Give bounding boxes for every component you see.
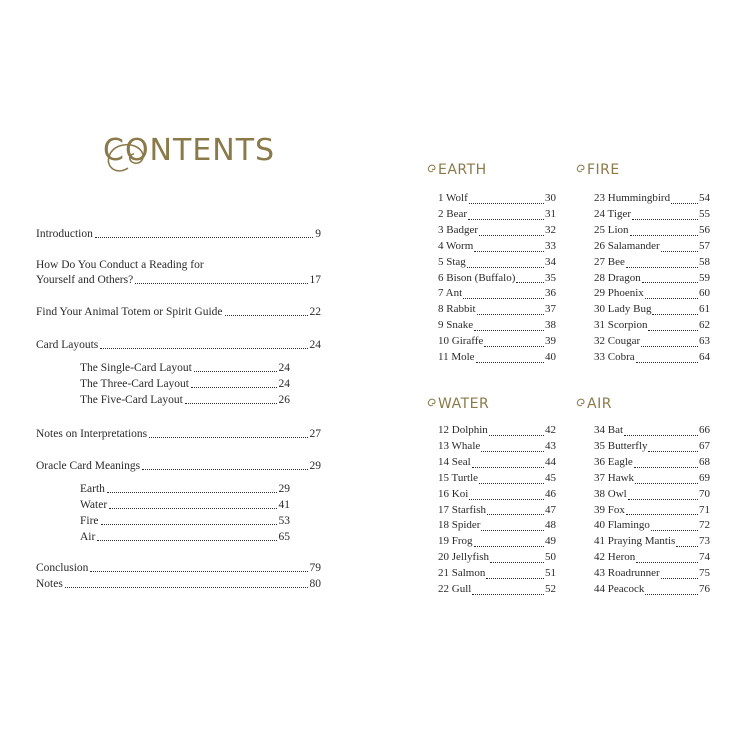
swirl-ornament-icon — [427, 163, 437, 175]
list-item[interactable]: 25 Lion 56 — [594, 223, 710, 236]
fire-list — [594, 191, 710, 366]
list-item[interactable]: 17 Starfish 47 — [438, 503, 556, 516]
toc-entry-oracle-meanings[interactable]: Oracle Card Meanings 29 — [36, 460, 321, 472]
list-item[interactable]: 2 Bear 31 — [438, 207, 556, 220]
list-item[interactable]: 37 Hawk 69 — [594, 471, 710, 484]
list-item[interactable]: 7 Ant 36 — [438, 287, 556, 300]
toc-entry-notes-interpretations[interactable]: Notes on Interpretations 27 — [36, 428, 321, 440]
toc-entry-single-card[interactable]: The Single-Card Layout 24 — [80, 362, 290, 374]
leader-dots — [149, 437, 307, 438]
list-item[interactable]: 22 Gull 52 — [438, 583, 556, 596]
toc-entry-conclusion[interactable]: Conclusion 79 — [36, 562, 321, 574]
leader-dots — [135, 283, 307, 284]
list-item[interactable]: 11 Mole 40 — [438, 351, 556, 364]
air-list — [594, 423, 710, 598]
toc-entry-earth[interactable]: Earth 29 — [80, 483, 290, 495]
list-item[interactable]: 41 Praying Mantis 73 — [594, 535, 710, 548]
toc-entry-notes[interactable]: Notes 80 — [36, 578, 321, 590]
toc-entry-find-totem[interactable]: Find Your Animal Totem or Spirit Guide 22 — [36, 306, 321, 318]
toc-entry-fire[interactable]: Fire 53 — [80, 515, 290, 527]
leader-dots — [97, 540, 276, 541]
list-item[interactable]: 6 Bison (Buffalo) 35 — [438, 271, 556, 284]
list-item[interactable]: 38 Owl 70 — [594, 487, 710, 500]
list-item[interactable]: 42 Heron 74 — [594, 551, 710, 564]
leader-dots — [185, 403, 277, 404]
list-item[interactable]: 16 Koi 46 — [438, 487, 556, 500]
leader-dots — [90, 571, 307, 572]
list-item[interactable]: 28 Dragon 59 — [594, 271, 710, 284]
leader-dots — [194, 371, 277, 372]
leader-dots — [142, 469, 307, 470]
list-item[interactable]: 23 Hummingbird 54 — [594, 192, 710, 204]
list-item[interactable]: 14 Seal 44 — [438, 455, 556, 468]
list-item[interactable]: 15 Turtle 45 — [438, 471, 556, 484]
leader-dots — [109, 508, 276, 509]
toc-entry-water[interactable]: Water 41 — [80, 499, 290, 511]
list-item[interactable]: 21 Salmon 51 — [438, 567, 556, 580]
toc-entry-card-layouts[interactable]: Card Layouts 24 — [36, 339, 321, 351]
list-item[interactable]: 19 Frog 49 — [438, 535, 556, 548]
list-item[interactable]: 1 Wolf 30 — [438, 192, 556, 204]
toc-entry-how-conduct[interactable]: Yourself and Others? 17 — [36, 274, 321, 286]
list-item[interactable]: 5 Stag 34 — [438, 255, 556, 268]
list-item[interactable]: 31 Scorpion 62 — [594, 319, 710, 332]
list-item[interactable]: 40 Flamingo 72 — [594, 519, 710, 532]
toc-entry-air[interactable]: Air 65 — [80, 531, 290, 543]
leader-dots — [65, 587, 308, 588]
toc-entry-how-line1[interactable]: How Do You Conduct a Reading for — [36, 259, 204, 271]
list-item[interactable]: 33 Cobra 64 — [594, 351, 710, 364]
toc-entry-three-card[interactable]: The Three-Card Layout 24 — [80, 378, 290, 390]
list-item[interactable]: 34 Bat 66 — [594, 424, 710, 436]
toc-entry-introduction[interactable]: Introduction 9 — [36, 228, 321, 240]
list-item[interactable]: 13 Whale 43 — [438, 439, 556, 452]
leader-dots — [100, 348, 307, 349]
section-title-earth: EARTH — [427, 162, 487, 178]
section-title-air: AIR — [576, 396, 612, 412]
swirl-ornament-icon — [427, 397, 437, 409]
list-item[interactable]: 20 Jellyfish 50 — [438, 551, 556, 564]
list-item[interactable]: 12 Dolphin 42 — [438, 424, 556, 436]
list-item[interactable]: 8 Rabbit 37 — [438, 303, 556, 316]
right-page — [375, 0, 750, 750]
list-item[interactable]: 4 Worm 33 — [438, 239, 556, 252]
toc-entry-five-card[interactable]: The Five-Card Layout 26 — [80, 394, 290, 406]
list-item[interactable]: 35 Butterfly 67 — [594, 439, 710, 452]
leader-dots — [225, 315, 308, 316]
swirl-ornament-icon — [576, 163, 586, 175]
list-item[interactable]: 29 Phoenix 60 — [594, 287, 710, 300]
leader-dots — [107, 492, 277, 493]
earth-list — [438, 191, 556, 366]
list-item[interactable]: 3 Badger 32 — [438, 223, 556, 236]
section-title-fire: FIRE — [576, 162, 620, 178]
list-item[interactable]: 43 Roadrunner 75 — [594, 567, 710, 580]
list-item[interactable]: 27 Bee 58 — [594, 255, 710, 268]
list-item[interactable]: 32 Cougar 63 — [594, 335, 710, 348]
list-item[interactable]: 26 Salamander 57 — [594, 239, 710, 252]
list-item[interactable]: 44 Peacock 76 — [594, 583, 710, 596]
leader-dots — [95, 237, 313, 238]
list-item[interactable]: 10 Giraffe 39 — [438, 335, 556, 348]
list-item[interactable]: 39 Fox 71 — [594, 503, 710, 516]
swirl-ornament-icon — [576, 397, 586, 409]
leader-dots — [101, 524, 277, 525]
list-item[interactable]: 30 Lady Bug 61 — [594, 303, 710, 316]
list-item[interactable]: 36 Eagle 68 — [594, 455, 710, 468]
water-list — [438, 423, 556, 598]
leader-dots — [191, 387, 277, 388]
page-title: CONTENTS — [103, 133, 276, 168]
list-item[interactable]: 24 Tiger 55 — [594, 207, 710, 220]
list-item[interactable]: 9 Snake 38 — [438, 319, 556, 332]
list-item[interactable]: 18 Spider 48 — [438, 519, 556, 532]
section-title-water: WATER — [427, 396, 489, 412]
